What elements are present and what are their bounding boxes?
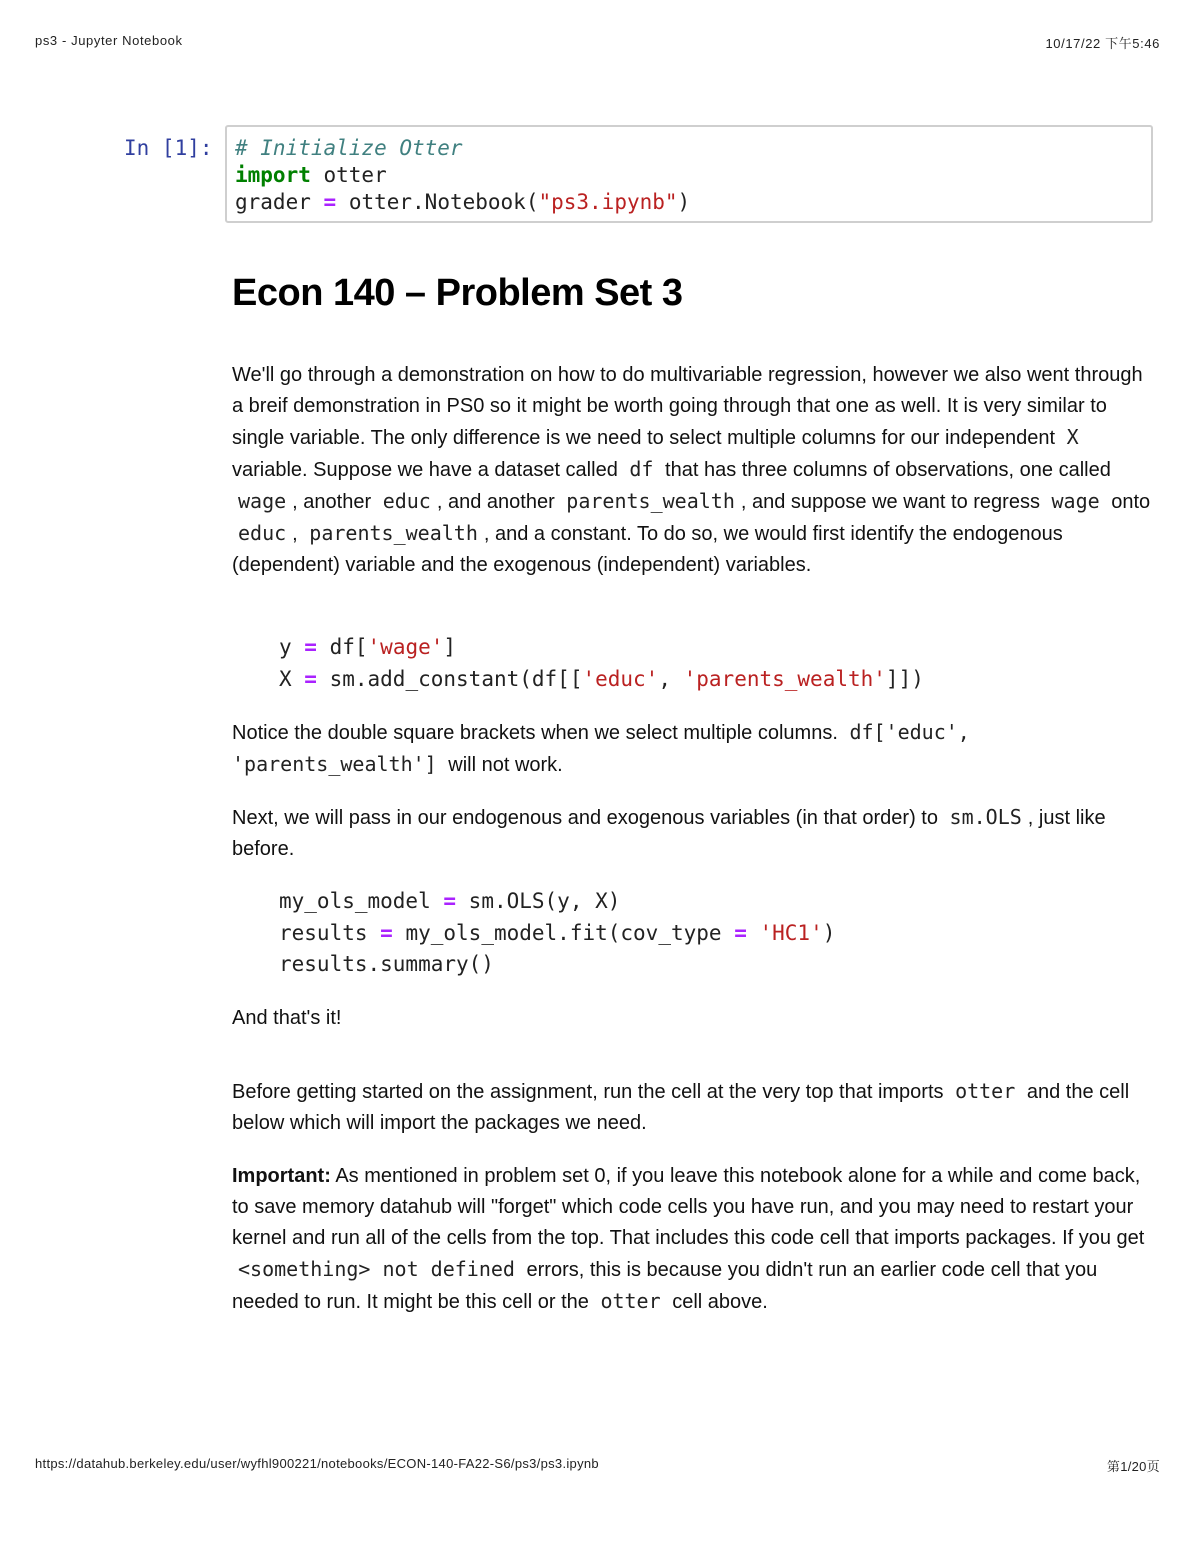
getting-started-paragraph: Before getting started on the assignment, run the cell at the very top that imports otter and the cell below which will import the packages we need. — [232, 1079, 1130, 1134]
code-string: "ps3.ipynb" — [538, 190, 678, 214]
inline-code: educ — [382, 489, 431, 513]
code-block-variables: y = df['wage'] X = sm.add_constant(df[['educ', 'parents_wealth']]) — [279, 635, 924, 691]
code-keyword: import — [235, 163, 311, 187]
inline-code: sm.OLS — [949, 805, 1022, 829]
page-title: Econ 140 – Problem Set 3 — [232, 272, 683, 314]
inline-code: otter — [600, 1289, 661, 1313]
page-header-datetime: 10/17/22 下午5:46 — [1045, 36, 1160, 51]
code-text: grader — [235, 190, 324, 214]
inline-code: df — [629, 457, 654, 481]
inline-code: df['educ', 'parents_wealth'] — [232, 720, 970, 776]
page-footer-page-number: 第1/20页 — [1106, 1459, 1160, 1474]
code-cell-source[interactable] — [235, 135, 690, 216]
code-text: otter.Notebook( — [336, 190, 539, 214]
important-paragraph: Important: As mentioned in problem set 0, if you leave this notebook alone for a while and come back, to save memory datahub will "forget" which code cells you have run, and you may need to restart your kernel and run all of the cells from the top. That includes this code cell that imports packages. If you get <something> not defined errors, this is because you didn't run an earlier code cell that you needed to run. It might be this cell or the otter cell above. — [232, 1165, 1145, 1313]
inline-code: wage — [1051, 489, 1100, 513]
code-block-ols: my_ols_model = sm.OLS(y, X) results = my_ols_model.fit(cov_type = 'HC1') results.summary() — [279, 889, 836, 976]
code-operator: = — [323, 190, 337, 214]
page-footer-url: https://datahub.berkeley.edu/user/wyfhl900221/notebooks/ECON-140-FA22-S6/ps3/ps3.ipynb — [35, 1456, 599, 1471]
code-cell-otter[interactable] — [225, 125, 1153, 223]
intro-paragraph: We'll go through a demonstration on how to do multivariable regression, however we also went through a breif demonstration in PS0 so it might be worth going through that one as well. It is very similar to single variable. The only difference is we need to select multiple columns for our independent X variable. Suppose we have a dataset called df that has three columns of observations, one called wage , another educ , and another parents_wealth , and suppose we want to regress wage onto educ , parents_wealth , and a constant. To do so, we would first identify the endogenous (dependent) variable and the exogenous (independent) variables. — [232, 364, 1151, 576]
code-comment: # Initialize Otter — [235, 136, 463, 160]
inline-code: parents_wealth — [566, 489, 735, 513]
inline-code: <something> not defined — [238, 1257, 515, 1281]
inline-code: X — [1066, 425, 1079, 449]
important-label: Important: — [232, 1165, 331, 1187]
ols-paragraph: Next, we will pass in our endogenous and exogenous variables (in that order) to sm.OLS , just like before. — [232, 805, 1106, 860]
code-text: ) — [677, 190, 691, 214]
inline-code: otter — [955, 1079, 1016, 1103]
brackets-note-paragraph: Notice the double square brackets when we select multiple columns. df['educ', 'parents_wealth'] will not work. — [232, 720, 970, 776]
inline-code: parents_wealth — [309, 521, 478, 545]
inline-code: educ — [238, 521, 287, 545]
inline-code: wage — [238, 489, 287, 513]
thats-it-paragraph: And that's it! — [232, 1007, 342, 1029]
code-text: otter — [310, 163, 387, 187]
page-header-title: ps3 - Jupyter Notebook — [35, 33, 183, 48]
cell-prompt: In [1]: — [124, 136, 213, 160]
